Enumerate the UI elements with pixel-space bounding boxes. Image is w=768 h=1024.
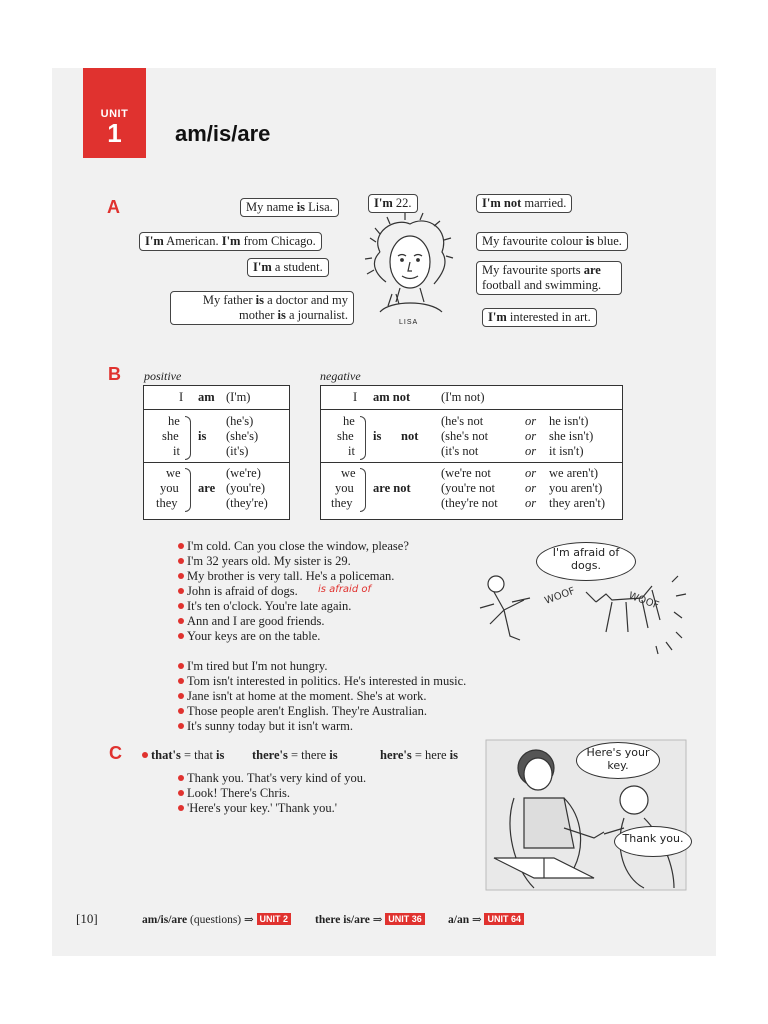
neg-she-isnt: she isn't) <box>549 429 594 443</box>
neg-he-isnt: he isn't) <box>549 414 589 428</box>
pos-i-short: (I'm) <box>226 390 251 404</box>
pos-were: (we're) <box>226 466 261 480</box>
neg-i-verb: am not <box>373 390 411 404</box>
neg-or-6: or <box>525 496 537 510</box>
speech-heres-your-key: Here's your key. <box>576 742 660 779</box>
example-1-5: It's ten o'clock. You're late again. <box>178 599 351 614</box>
pos-we: we <box>166 466 181 480</box>
neg-it: it <box>348 444 355 458</box>
neg-is: is <box>373 429 382 443</box>
example-c-2: Look! There's Chris. <box>178 786 290 801</box>
example-2-4: Those people aren't English. They're Australian. <box>178 704 427 719</box>
neg-or-5: or <box>525 481 537 495</box>
neg-youre-not: (you're not <box>441 481 495 495</box>
bubble-not-married: I'm not married. <box>476 194 572 213</box>
rule-heres: here's = here is <box>380 748 458 762</box>
bubble-student: I'm a student. <box>247 258 329 277</box>
neg-they: they <box>331 496 353 510</box>
unit-badge <box>83 68 146 158</box>
neg-hes-not: (he's not <box>441 414 484 428</box>
pos-hes: (he's) <box>226 414 254 428</box>
neg-it-isnt: it isn't) <box>549 444 584 458</box>
example-2-1: I'm tired but I'm not hungry. <box>178 659 327 674</box>
neg-its-not: (it's not <box>441 444 479 458</box>
neg-i-short: (I'm not) <box>441 390 485 404</box>
neg-you: you <box>335 481 354 495</box>
unit-number: 1 <box>107 118 122 148</box>
speech-thank-you: Thank you. <box>614 826 692 857</box>
neg-you-arent: you aren't) <box>549 481 603 495</box>
pos-she: she <box>162 429 179 443</box>
example-1-6: Ann and I are good friends. <box>178 614 324 629</box>
neg-we-arent: we aren't) <box>549 466 599 480</box>
unit-36-tag[interactable]: UNIT 36 <box>385 913 425 925</box>
pos-are: are <box>198 481 216 495</box>
example-1-1: I'm cold. Can you close the window, please? <box>178 539 409 554</box>
page-number: [10] <box>76 911 98 926</box>
page-title: am/is/are <box>175 121 271 146</box>
pos-i-pronoun: I <box>179 390 184 404</box>
example-2-3: Jane isn't at home at the moment. She's at work. <box>178 689 427 704</box>
rule-thats: that's = that is <box>142 748 224 763</box>
unit-64-tag[interactable]: UNIT 64 <box>484 913 524 925</box>
pos-theyre: (they're) <box>226 496 268 510</box>
unit-2-tag[interactable]: UNIT 2 <box>257 913 292 925</box>
neg-i-pronoun: I <box>353 390 358 404</box>
neg-shes-not: (she's not <box>441 429 489 443</box>
pos-its: (it's) <box>226 444 249 458</box>
example-1-3: My brother is very tall. He's a policeman. <box>178 569 394 584</box>
neg-or-1: or <box>525 414 537 428</box>
footer-ref-questions: am/is/are (questions) ⇒ UNIT 2 <box>142 912 291 926</box>
example-1-4: John is afraid of dogs. <box>178 584 298 599</box>
unit-label: UNIT <box>100 108 129 120</box>
positive-table <box>143 385 290 520</box>
bubble-colour: My favourite colour is blue. <box>476 232 628 251</box>
example-2-5: It's sunny today but it isn't warm. <box>178 719 353 734</box>
footer-ref-there-is: there is/are ⇒ UNIT 36 <box>315 912 425 926</box>
neg-he: he <box>343 414 355 428</box>
bubble-interested: I'm interested in art. <box>482 308 597 327</box>
rule-theres: there's = there is <box>252 748 338 762</box>
positive-label: positive <box>144 369 182 383</box>
pos-it: it <box>173 444 180 458</box>
neg-she: she <box>337 429 354 443</box>
neg-they-arent: they aren't) <box>549 496 606 510</box>
bubble-name: My name is Lisa. <box>240 198 339 217</box>
neg-or-3: or <box>525 444 537 458</box>
lisa-caption: LISA <box>399 319 419 326</box>
neg-or-2: or <box>525 429 537 443</box>
pos-i-verb: am <box>198 390 215 404</box>
example-c-1: Thank you. That's very kind of you. <box>178 771 366 786</box>
dog-chase-illustration <box>466 572 691 662</box>
negative-table <box>320 385 623 520</box>
section-b-label: B <box>108 364 121 384</box>
neg-we: we <box>341 466 356 480</box>
woof-text-2: WOOF <box>626 590 661 612</box>
neg-not: not <box>401 429 419 443</box>
neg-are-not: are not <box>373 481 411 495</box>
lisa-illustration <box>350 212 470 320</box>
section-c-label: C <box>109 743 122 763</box>
example-c-3: 'Here's your key.' 'Thank you.' <box>178 801 337 816</box>
example-1-2: I'm 32 years old. My sister is 29. <box>178 554 351 569</box>
footer-ref-a-an: a/an ⇒ UNIT 64 <box>448 912 524 926</box>
neg-or-4: or <box>525 466 537 480</box>
bubble-father: My father is a doctor and my mother is a journalist. <box>170 291 354 325</box>
pos-you: you <box>160 481 179 495</box>
woof-text-1: WOOF <box>543 585 577 607</box>
neg-were-not: (we're not <box>441 466 491 480</box>
pos-he: he <box>168 414 180 428</box>
handwritten-note: is afraid of <box>318 584 371 595</box>
example-1-7: Your keys are on the table. <box>178 629 320 644</box>
example-2-2: Tom isn't interested in politics. He's interested in music. <box>178 674 466 689</box>
pos-youre: (you're) <box>226 481 266 495</box>
bubble-sports: My favourite sports are football and swimming. <box>476 261 622 295</box>
pos-shes: (she's) <box>226 429 259 443</box>
neg-theyre-not: (they're not <box>441 496 498 510</box>
bubble-american: I'm American. I'm from Chicago. <box>139 232 322 251</box>
pos-they: they <box>156 496 178 510</box>
negative-label: negative <box>320 369 361 383</box>
pos-is: is <box>198 429 207 443</box>
bubble-age: I'm 22. <box>368 194 418 213</box>
section-a-label: A <box>107 197 120 217</box>
speech-afraid-of-dogs: I'm afraid of dogs. <box>536 542 636 581</box>
